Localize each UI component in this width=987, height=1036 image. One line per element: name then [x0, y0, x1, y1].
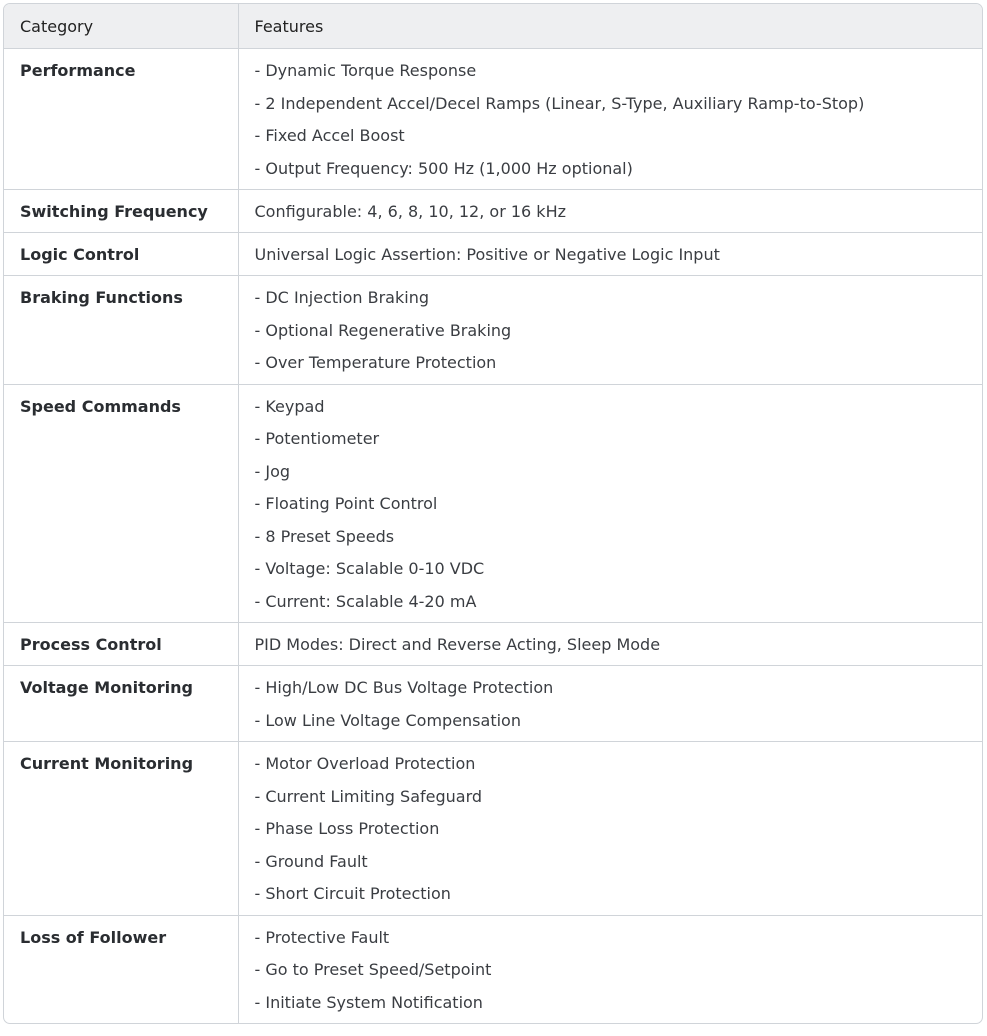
- feature-item: - Current: Scalable 4-20 mA: [254, 591, 477, 611]
- feature-item: - Floating Point Control: [254, 494, 438, 513]
- column-header-category: Category: [4, 4, 238, 49]
- category-cell: Logic Control: [4, 233, 238, 276]
- table-row: [4, 623, 982, 666]
- feature-item: Universal Logic Assertion: Positive or Negative Logic Input: [254, 245, 720, 264]
- table-row: [4, 276, 982, 385]
- table-row: [4, 384, 982, 623]
- features-cell: [238, 276, 982, 385]
- features-cell: [238, 233, 982, 276]
- feature-item: - Fixed Accel Boost: [254, 126, 405, 145]
- feature-item: - Output Frequency: 500 Hz (1,000 Hz optional): [254, 158, 633, 178]
- table-row: [4, 233, 982, 276]
- feature-item: - Go to Preset Speed/Setpoint: [254, 960, 492, 979]
- feature-item: - Low Line Voltage Compensation: [254, 710, 521, 730]
- feature-item: - Phase Loss Protection: [254, 819, 440, 838]
- feature-item: - Keypad: [254, 396, 325, 416]
- feature-item: - Optional Regenerative Braking: [254, 320, 512, 340]
- feature-item: - Ground Fault: [254, 851, 368, 871]
- category-cell: Voltage Monitoring: [4, 666, 238, 742]
- features-table: [4, 4, 982, 1023]
- features-cell: [238, 915, 982, 1023]
- feature-item: - Motor Overload Protection: [254, 754, 476, 773]
- feature-item: - Potentiometer: [254, 429, 380, 448]
- features-cell: [238, 384, 982, 623]
- feature-item: - 2 Independent Accel/Decel Ramps (Linear, S-Type, Auxiliary Ramp-to-Stop): [254, 93, 865, 113]
- category-cell: Braking Functions: [4, 276, 238, 385]
- features-cell: [238, 742, 982, 916]
- category-cell: Current Monitoring: [4, 742, 238, 916]
- feature-item: - DC Injection Braking: [254, 288, 429, 307]
- table-body: [4, 49, 982, 1024]
- features-table-container: [3, 3, 983, 1024]
- features-cell: [238, 666, 982, 742]
- feature-item: - Dynamic Torque Response: [254, 61, 477, 80]
- feature-item: - High/Low DC Bus Voltage Protection: [254, 678, 554, 697]
- category-cell: Loss of Follower: [4, 915, 238, 1023]
- feature-item: Configurable: 4, 6, 8, 10, 12, or 16 kHz: [254, 202, 566, 221]
- feature-item: - Current Limiting Safeguard: [254, 786, 483, 806]
- category-cell: Performance: [20, 61, 136, 80]
- features-cell: [238, 49, 982, 190]
- table-row: [4, 190, 982, 233]
- feature-item: - Over Temperature Protection: [254, 353, 497, 372]
- table-row: [4, 915, 982, 1023]
- table-header: [4, 4, 982, 49]
- category-cell: Speed Commands: [4, 384, 238, 623]
- table-row: [4, 742, 982, 916]
- table-row: [4, 49, 982, 190]
- feature-item: - Short Circuit Protection: [254, 884, 451, 903]
- category-cell: Process Control: [4, 623, 238, 666]
- category-cell: Switching Frequency: [4, 190, 238, 233]
- column-header-features: Features: [238, 4, 982, 49]
- features-cell: [238, 623, 982, 666]
- feature-item: - 8 Preset Speeds: [254, 526, 395, 546]
- feature-item: PID Modes: Direct and Reverse Acting, Sleep Mode: [254, 635, 661, 654]
- feature-item: - Jog: [254, 461, 291, 481]
- feature-item: - Protective Fault: [254, 927, 390, 947]
- features-cell: [238, 190, 982, 233]
- header-row: [4, 4, 982, 49]
- feature-item: - Voltage: Scalable 0-10 VDC: [254, 559, 485, 578]
- feature-item: - Initiate System Notification: [254, 992, 483, 1012]
- table-row: [4, 666, 982, 742]
